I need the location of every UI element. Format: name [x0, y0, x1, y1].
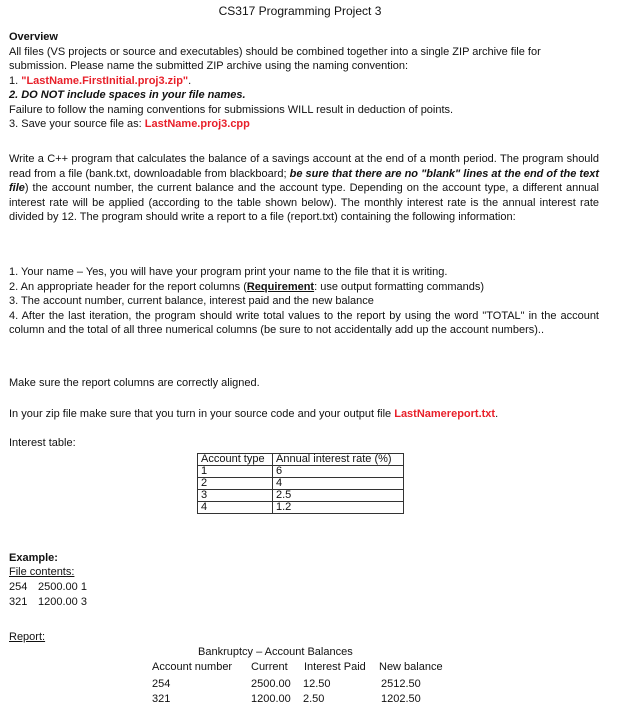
file-values-cell: 1200.00 3	[38, 596, 87, 608]
report-interest-cell: 12.50	[303, 678, 331, 690]
table-row	[198, 466, 404, 478]
zip-naming-convention: "LastName.FirstInitial.proj3.zip"	[21, 74, 189, 87]
requirement-label: Requirement	[246, 280, 315, 293]
file-account-cell: 321	[9, 596, 28, 608]
report-current-cell: 2500.00	[251, 678, 291, 690]
overview-section	[9, 30, 599, 132]
file-account-cell: 254	[9, 581, 28, 593]
rate-cell: 4	[273, 478, 404, 490]
report-label: Report:	[9, 631, 46, 643]
account-type-cell: 1	[198, 466, 273, 478]
report-header-new-balance: New balance	[379, 661, 443, 673]
report-interest-cell: 2.50	[303, 693, 325, 705]
requirement-3: 3. The account number, current balance, interest paid and the new balance	[9, 295, 374, 307]
zip-note-prefix: In your zip file make sure that you turn in your source code and your output file	[9, 408, 395, 420]
report-header-current: Current	[251, 661, 288, 673]
overview-item-2: 2. DO NOT include spaces in your file names.	[9, 89, 246, 101]
item3-prefix: 3. Save your source file as:	[9, 118, 145, 130]
report-new-balance-cell: 1202.50	[381, 693, 421, 705]
report-title: Bankruptcy – Account Balances	[198, 646, 353, 658]
interest-table	[197, 453, 404, 514]
item1-prefix: 1.	[9, 74, 22, 87]
requirement-2-suffix: : use output formatting commands)	[314, 280, 485, 293]
file-row	[9, 596, 87, 609]
account-type-cell: 3	[198, 490, 273, 502]
requirement-1: 1. Your name – Yes, you will have your program print your name to the file that it is writing.	[9, 266, 448, 278]
file-contents-label: File contents:	[9, 566, 75, 578]
report-account-cell: 321	[152, 693, 171, 705]
report-header-interest-paid: Interest Paid	[304, 661, 366, 673]
description-emphasis: be sure that there are no "blank" lines at the end of the text file	[9, 167, 599, 194]
requirement-4: 4. After the last iteration, the program should write total values to the report by using the word "TOTAL" in the account column and the total of all three numerical columns (be sure to not accidentally add up the account numbers)..	[9, 309, 599, 336]
description-part-2: ) the account number, the current balance and the account type. Depending on the account type, a different annual interest rate will be applied (according to the table shown below). The monthly interest rate is the annual interest rate divided by 12. The program should write a report to a file (report.txt) containing the following information:	[9, 182, 599, 223]
requirements-list	[9, 265, 599, 338]
alignment-note: Make sure the report columns are correctly aligned.	[9, 377, 260, 389]
overview-heading: Overview	[9, 31, 58, 43]
interest-table-label: Interest table:	[9, 437, 76, 449]
account-type-cell: 4	[198, 502, 273, 514]
example-heading: Example:	[9, 552, 58, 564]
header-account-type: Account type	[198, 454, 273, 466]
description-paragraph	[9, 152, 599, 225]
table-row	[198, 502, 404, 514]
overview-failure-note: Failure to follow the naming conventions for submissions WILL result in deduction of points.	[9, 103, 454, 116]
rate-cell: 2.5	[273, 490, 404, 502]
report-account-cell: 254	[152, 678, 171, 690]
header-annual-rate: Annual interest rate (%)	[273, 454, 404, 466]
requirement-2	[9, 280, 599, 295]
report-file-name: LastNamereport.txt	[394, 408, 496, 420]
account-type-cell: 2	[198, 478, 273, 490]
program-description	[9, 152, 599, 225]
file-values-cell: 2500.00 1	[38, 581, 87, 593]
table-row	[198, 490, 404, 502]
overview-item-3	[9, 117, 599, 132]
rate-cell: 6	[273, 466, 404, 478]
zip-note-suffix: .	[495, 408, 499, 420]
table-row	[198, 478, 404, 490]
requirement-2-prefix: 2. An appropriate header for the report columns (	[9, 280, 247, 293]
rate-cell: 1.2	[273, 502, 404, 514]
report-new-balance-cell: 2512.50	[381, 678, 421, 690]
source-file-name: LastName.proj3.cpp	[144, 118, 250, 130]
interest-table-header	[198, 454, 404, 466]
zip-note	[9, 407, 599, 422]
overview-intro: All files (VS projects or source and executables) should be combined together into a single ZIP archive file for submission. Please name the submitted ZIP archive using the naming convention:	[9, 45, 541, 72]
item1-suffix: .	[188, 74, 192, 87]
report-current-cell: 1200.00	[251, 693, 291, 705]
document-title: CS317 Programming Project 3	[218, 4, 382, 18]
overview-item-1	[9, 74, 599, 89]
description-part-1: Write a C++ program that calculates the balance of a savings account at the end of a month period. The program should read from a file (bank.txt, downloadable from blackboard;	[9, 153, 599, 180]
report-header-account-number: Account number	[152, 661, 233, 673]
file-row	[9, 581, 87, 594]
